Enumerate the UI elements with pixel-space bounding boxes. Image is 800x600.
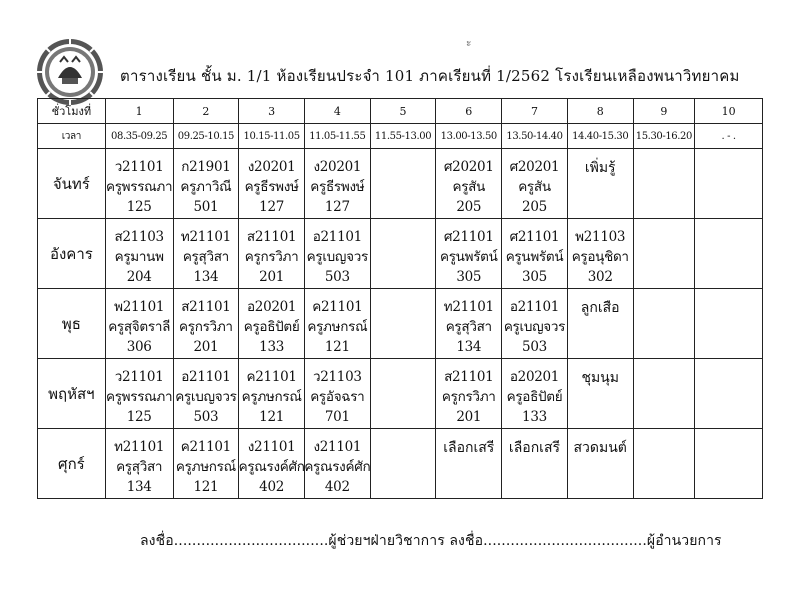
class-entry: [174, 429, 239, 497]
teacher-name: ครูสุวิสา: [116, 459, 163, 475]
timetable-cell: [370, 289, 436, 359]
day-name: พฤหัสฯ: [38, 359, 106, 429]
room-number: 305: [522, 269, 547, 285]
class-entry: [436, 149, 501, 217]
teacher-name: ครูภาวิณี: [180, 179, 232, 195]
time-range: 09.25-10.15: [173, 124, 239, 149]
subject-code: ส21101: [246, 229, 297, 245]
time-range: 15.30-16.20: [633, 124, 695, 149]
timetable-cell: [239, 359, 305, 429]
teacher-name: ครูเบญจวร: [175, 389, 237, 405]
room-number: 205: [522, 199, 547, 215]
teacher-name: ครูพรรณภา: [106, 179, 173, 195]
period-number: 3: [239, 99, 305, 124]
class-entry: [106, 359, 173, 427]
day-row: [38, 289, 763, 359]
timetable-cell: [304, 219, 370, 289]
period-number: 10: [695, 99, 763, 124]
period-number: 9: [633, 99, 695, 124]
activity-label: เลือกเสรี: [443, 440, 495, 456]
activity-label: เลือกเสรี: [508, 440, 561, 456]
subject-code: ว21103: [312, 369, 362, 385]
class-entry: [239, 219, 304, 287]
timetable-cell: [502, 429, 568, 499]
room-number: 134: [456, 339, 482, 355]
room-number: 133: [522, 409, 547, 425]
teacher-name: ครูกรวิภา: [244, 249, 299, 265]
room-number: 201: [456, 409, 482, 425]
subject-code: ง21101: [313, 439, 362, 455]
room-number: 302: [587, 269, 613, 285]
subject-code: ว21101: [114, 369, 164, 385]
teacher-name: ครูณรงค์ศัก: [238, 459, 305, 475]
timetable-cell: [304, 149, 370, 219]
room-number: 402: [324, 479, 350, 495]
room-number: 305: [456, 269, 482, 285]
time-range: 11.55-13.00: [370, 124, 436, 149]
room-number: 127: [259, 199, 285, 215]
timetable-cell: [105, 429, 173, 499]
timetable-cell: [239, 219, 305, 289]
timetable-cell: [633, 359, 695, 429]
teacher-name: ครูอธิปัตย์: [243, 319, 300, 335]
page-title: ตารางเรียน ชั้น ม. 1/1 ห้องเรียนประจำ 101 ภาคเรียนที่ 1/2562 โรงเรียนเหลืองพนาวิทยาคม: [120, 67, 740, 85]
class-entry: [502, 359, 567, 427]
teacher-name: ครูภษกรณ์: [175, 459, 236, 475]
teacher-name: ครูณรงค์ศัก: [304, 459, 371, 475]
time-range: 14.40-15.30: [567, 124, 633, 149]
teacher-name: ครูอนุชิดา: [571, 249, 629, 265]
subject-code: อ21101: [509, 299, 560, 315]
subject-code: ท21101: [443, 299, 494, 315]
subject-code: ค21101: [180, 439, 231, 455]
class-entry: [174, 219, 239, 287]
teacher-name: ครูสัน: [452, 179, 486, 195]
class-entry: [239, 429, 304, 497]
time-range: 13.50-14.40: [502, 124, 568, 149]
class-entry: [106, 219, 173, 287]
timetable-cell: [370, 359, 436, 429]
subject-code: ศ20201: [509, 159, 560, 175]
class-entry: [502, 149, 567, 217]
day-name: จันทร์: [38, 149, 106, 219]
timetable-cell: [436, 359, 502, 429]
teacher-name: ครูเบญจวร: [503, 319, 566, 335]
room-number: 205: [456, 199, 482, 215]
teacher-name: ครูเบญจวร: [306, 249, 368, 265]
timetable-cell: [695, 289, 763, 359]
room-number: 503: [324, 269, 350, 285]
room-number: 134: [193, 269, 219, 285]
time-range: 13.00-13.50: [436, 124, 502, 149]
timetable-cell: [173, 289, 239, 359]
teacher-name: ครูพรรณภา: [106, 389, 173, 405]
signature-line: ลงชื่อ..................................ผู้ช่วยฯฝ่ายวิชาการ ลงชื่อ....................................ผู้อำนวยการ: [140, 533, 722, 549]
class-entry: [174, 149, 239, 217]
class-entry: [239, 289, 304, 357]
timetable-cell: [695, 149, 763, 219]
day-name: ศุกร์: [38, 429, 106, 499]
subject-code: อ20201: [509, 369, 560, 385]
class-entry: [106, 289, 173, 357]
timetable-cell: [567, 289, 633, 359]
room-number: 127: [324, 199, 350, 215]
timetable-cell: [502, 219, 568, 289]
room-number: 121: [193, 479, 219, 495]
subject-code: ง20201: [247, 159, 296, 175]
timetable-cell: [633, 429, 695, 499]
day-row: [38, 149, 763, 219]
subject-code: ว21101: [114, 159, 164, 175]
class-entry: [305, 219, 370, 287]
timetable-cell: [173, 219, 239, 289]
room-number: 133: [259, 339, 285, 355]
subject-code: ส21101: [444, 369, 494, 385]
timetable-cell: [502, 289, 568, 359]
time-range: 08.35-09.25: [105, 124, 173, 149]
day-name: อังคาร: [38, 219, 106, 289]
day-name: พุธ: [38, 289, 106, 359]
room-number: 306: [126, 339, 152, 355]
period-number: 6: [436, 99, 502, 124]
timetable-cell: [239, 429, 305, 499]
room-number: 501: [193, 199, 219, 215]
period-number: 1: [105, 99, 173, 124]
teacher-name: ครูนพรัตน์: [505, 249, 564, 265]
timetable-cell: [436, 219, 502, 289]
timetable-cell: [304, 359, 370, 429]
timetable-cell: [304, 289, 370, 359]
subject-code: ท21101: [114, 439, 165, 455]
timetable-cell: [370, 149, 436, 219]
timetable-cell: [502, 359, 568, 429]
class-entry: [436, 219, 501, 287]
class-entry: [305, 289, 370, 357]
day-row: [38, 219, 763, 289]
class-entry: [106, 429, 173, 497]
activity-label: สวดมนต์: [573, 440, 627, 456]
subject-code: ค21101: [246, 369, 297, 385]
class-entry: [239, 149, 304, 217]
teacher-name: ครูภษกรณ์: [307, 319, 368, 335]
timetable-cell: [304, 429, 370, 499]
teacher-name: ครูอธิปัตย์: [506, 389, 563, 405]
teacher-name: ครูกรวิภา: [441, 389, 496, 405]
class-entry: [239, 359, 304, 427]
subject-code: ส21101: [181, 299, 231, 315]
time-range: 11.05-11.55: [304, 124, 370, 149]
timetable-cell: [370, 219, 436, 289]
timetable-cell: [105, 359, 173, 429]
timetable-cell: [633, 149, 695, 219]
teacher-name: ครูอัจฉรา: [310, 389, 365, 405]
timetable-cell: [173, 149, 239, 219]
activity-label: ชุมนุม: [581, 370, 619, 386]
room-number: 125: [126, 409, 152, 425]
teacher-name: ครูธีรพงษ์: [244, 179, 299, 195]
period-number: 5: [370, 99, 436, 124]
subject-code: ก21901: [181, 159, 231, 175]
timetable-cell: [436, 149, 502, 219]
timetable: [37, 98, 763, 499]
teacher-name: ครูสุจิตราลี: [108, 319, 171, 335]
teacher-name: ครูภษกรณ์: [241, 389, 302, 405]
teacher-name: ครูกรวิภา: [179, 319, 233, 335]
timetable-cell: [173, 429, 239, 499]
subject-code: ง21101: [247, 439, 296, 455]
subject-code: พ21103: [575, 229, 626, 245]
subject-code: ค21101: [312, 299, 363, 315]
class-entry: [305, 149, 370, 217]
time-range: . - .: [695, 124, 763, 149]
room-number: 201: [259, 269, 285, 285]
activity-label: เพิ่มรู้: [584, 160, 616, 176]
time-range: 10.15-11.05: [239, 124, 305, 149]
timetable-cell: [239, 149, 305, 219]
room-number: 134: [126, 479, 152, 495]
day-row: [38, 359, 763, 429]
room-number: 121: [324, 339, 350, 355]
scan-speck: ะ: [466, 38, 472, 49]
timetable-cell: [633, 219, 695, 289]
teacher-name: ครูสัน: [518, 179, 551, 195]
class-entry: [436, 359, 501, 427]
class-entry: [174, 289, 239, 357]
day-row: [38, 429, 763, 499]
timetable-cell: [567, 149, 633, 219]
period-header-row: [38, 99, 763, 124]
timetable-cell: [436, 429, 502, 499]
timetable-cell: [370, 429, 436, 499]
corner-label: ชั่วโมงที่: [38, 99, 106, 124]
room-number: 125: [126, 199, 152, 215]
subject-code: ส21103: [114, 229, 164, 245]
timetable-cell: [436, 289, 502, 359]
class-entry: [436, 289, 501, 357]
subject-code: ศ21101: [509, 229, 560, 245]
timetable-cell: [567, 359, 633, 429]
class-entry: [174, 359, 239, 427]
room-number: 701: [324, 409, 350, 425]
timetable-cell: [567, 219, 633, 289]
timetable-cell: [239, 289, 305, 359]
timetable-cell: [695, 219, 763, 289]
timetable-cell: [105, 219, 173, 289]
timetable-cell: [695, 429, 763, 499]
timetable-cell: [567, 429, 633, 499]
timetable-cell: [695, 359, 763, 429]
subject-code: ศ21101: [443, 229, 494, 245]
room-number: 204: [126, 269, 152, 285]
room-number: 201: [193, 339, 219, 355]
room-number: 503: [193, 409, 219, 425]
class-entry: [568, 219, 633, 287]
time-label: เวลา: [38, 124, 106, 149]
subject-code: ง20201: [313, 159, 362, 175]
teacher-name: ครูสุวิสา: [182, 249, 229, 265]
timetable-cell: [633, 289, 695, 359]
subject-code: พ21101: [114, 299, 165, 315]
teacher-name: ครูนพรัตน์: [439, 249, 498, 265]
subject-code: ท21101: [180, 229, 231, 245]
class-entry: [305, 429, 370, 497]
class-entry: [106, 149, 173, 217]
timetable-cell: [105, 289, 173, 359]
teacher-name: ครูธีรพงษ์: [310, 179, 365, 195]
period-number: 7: [502, 99, 568, 124]
timetable-cell: [105, 149, 173, 219]
period-number: 8: [567, 99, 633, 124]
subject-code: อ20201: [246, 299, 297, 315]
room-number: 402: [259, 479, 285, 495]
class-entry: [502, 219, 567, 287]
subject-code: อ21101: [312, 229, 362, 245]
teacher-name: ครูสุวิสา: [445, 319, 492, 335]
room-number: 503: [522, 339, 547, 355]
class-entry: [502, 289, 567, 357]
subject-code: ศ20201: [443, 159, 494, 175]
time-row: [38, 124, 763, 149]
timetable-cell: [502, 149, 568, 219]
teacher-name: ครูมานพ: [114, 249, 164, 265]
room-number: 121: [259, 409, 285, 425]
class-entry: [305, 359, 370, 427]
period-number: 2: [173, 99, 239, 124]
period-number: 4: [304, 99, 370, 124]
activity-label: ลูกเสือ: [580, 300, 620, 316]
subject-code: อ21101: [181, 369, 231, 385]
timetable-cell: [173, 359, 239, 429]
school-emblem-logo: [36, 38, 104, 106]
